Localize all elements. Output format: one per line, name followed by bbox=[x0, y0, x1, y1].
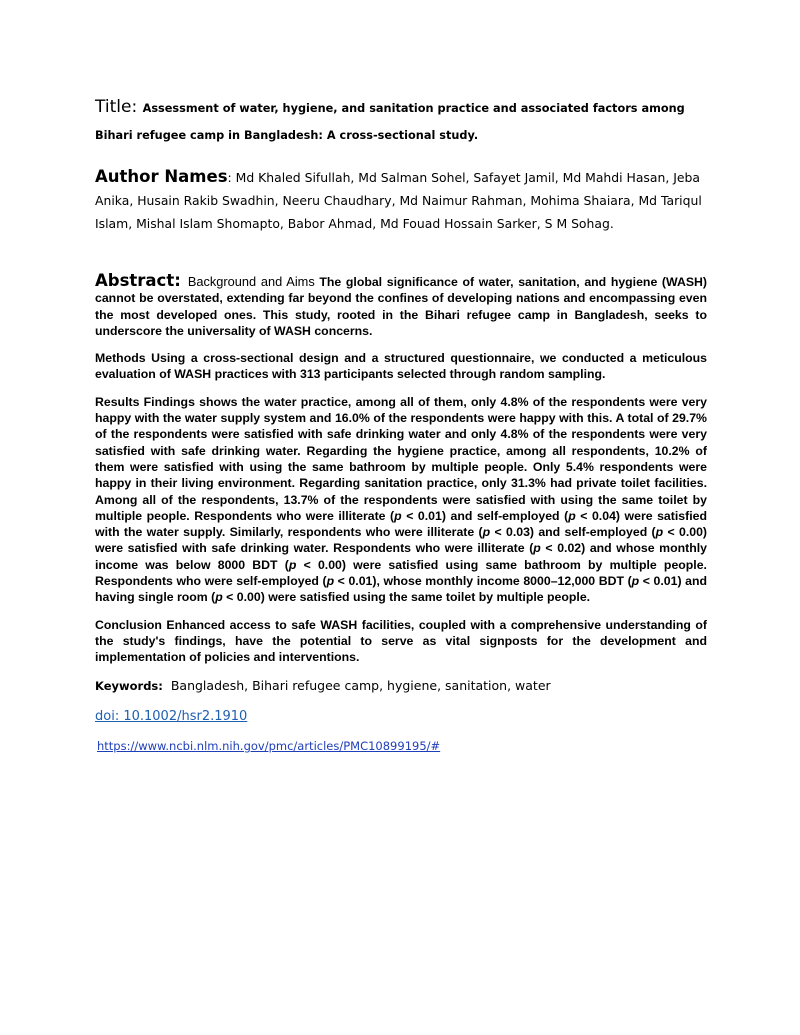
paper-title: Assessment of water, hygiene, and sanitation practice and associated factors among Bihari refugee camp in Bangladesh: A cross-sectional study. bbox=[95, 102, 685, 142]
results-paragraph bbox=[95, 394, 707, 606]
results-text: < 0.00) were satisfied with safe drinking water. Respondents who were illiterate ( bbox=[95, 525, 708, 556]
results-text: < 0.01) and having single room ( bbox=[95, 574, 707, 605]
p-value-symbol: p bbox=[394, 508, 402, 523]
keywords-label: Keywords: bbox=[95, 678, 163, 693]
title-block bbox=[95, 94, 707, 148]
results-text: < 0.00) were satisfied using same bathroom by multiple people. Respondents who were self-employed ( bbox=[95, 557, 707, 589]
background-text: The global significance of water, sanitation, and hygiene (WASH) cannot be overstated, extending far beyond the confines of developing nations and encompassing even the most developed ones. This study, rooted in the Bihari refugee camp in Bangladesh, seeks to underscore the universality of WASH concerns. bbox=[95, 275, 708, 338]
conclusion-paragraph: Conclusion Enhanced access to safe WASH facilities, coupled with a comprehensive understanding of the study's findings, have the potential to serve as vital signposts for the development and implementation of policies and interventions. bbox=[95, 617, 707, 665]
results-text: Results Findings shows the water practice, among all of them, only 4.8% of the respondents were very happy with the water supply system and 16.0% of the respondents were happy with this. A total of 29.7% of the respondents were satisfied with safe drinking water and only 4.8% of the respondents were very satisfied with safe drinking water. Regarding the hygiene practice, among all respondents, 10.2% of them were satisfied with using the same bathroom by multiple people. Only 5.4% respondents were happy in their living environment. Regarding sanitation practice, only 31.3% had private toilet facilities. Among all of the respondents, 13.7% of the respondents were satisfied with using the same toilet by multiple people. Respondents who were illiterate ( bbox=[95, 394, 707, 523]
p-value-symbol: p bbox=[482, 525, 491, 540]
methods-paragraph: Methods Using a cross-sectional design and a structured questionnaire, we conducted a meticulous evaluation of WASH practices with 313 participants selected through random sampling. bbox=[95, 351, 707, 382]
doi-row bbox=[95, 695, 707, 725]
p-value-symbol: p bbox=[215, 590, 223, 605]
results-text: < 0.01), whose monthly income 8000–12,000 BDT ( bbox=[334, 574, 632, 589]
results-text: < 0.03) and self-employed ( bbox=[490, 525, 656, 540]
author-list: Md Khaled Sifullah, Md Salman Sohel, Safayet Jamil, Md Mahdi Hasan, Jeba Anika, Husain Rakib Swadhin, Neeru Chaudhary, Md Naimur Rahman, Mohima Shaiara, Md Tariqul Islam, Mishal Islam Shomapto, Babor Ahmad, Md Fouad Hossain Sarker, S M Sohag. bbox=[95, 170, 702, 231]
background-heading: Background and Aims bbox=[187, 274, 315, 289]
authors-block bbox=[95, 165, 707, 235]
p-value-symbol: p bbox=[288, 557, 297, 572]
pmc-url-link[interactable]: https://www.ncbi.nlm.nih.gov/pmc/articles/PMC10899195/# bbox=[97, 738, 441, 753]
abstract-separator: : bbox=[174, 271, 188, 290]
keywords-block bbox=[95, 677, 707, 695]
p-value-symbol: p bbox=[326, 574, 335, 589]
keywords-list: Bangladesh, Bihari refugee camp, hygiene, sanitation, water bbox=[170, 677, 551, 693]
p-value-symbol: p bbox=[533, 541, 541, 556]
results-text: < 0.04) were satisfied with the water supply. Similarly, respondents who were illiterate ( bbox=[95, 508, 707, 540]
results-text: < 0.01) and self-employed ( bbox=[401, 508, 569, 523]
abstract-block bbox=[95, 273, 707, 666]
document-page bbox=[95, 94, 707, 755]
results-text: < 0.02) and whose monthly income was below 8000 BDT ( bbox=[95, 541, 707, 572]
authors-label: Author Names bbox=[95, 167, 228, 186]
abstract-label: Abstract bbox=[95, 271, 175, 290]
url-row bbox=[95, 725, 707, 755]
authors-separator: : bbox=[227, 170, 236, 185]
p-value-symbol: p bbox=[655, 525, 664, 540]
p-value-symbol: p bbox=[631, 574, 640, 589]
doi-link[interactable]: doi: 10.1002/hsr2.1910 bbox=[95, 708, 248, 724]
p-value-symbol: p bbox=[568, 508, 576, 523]
abstract-background-paragraph bbox=[95, 273, 707, 339]
title-separator: : bbox=[131, 97, 143, 117]
title-label: Title bbox=[95, 97, 132, 117]
results-text: < 0.00) were satisfied using the same toilet by multiple people. bbox=[222, 590, 591, 605]
